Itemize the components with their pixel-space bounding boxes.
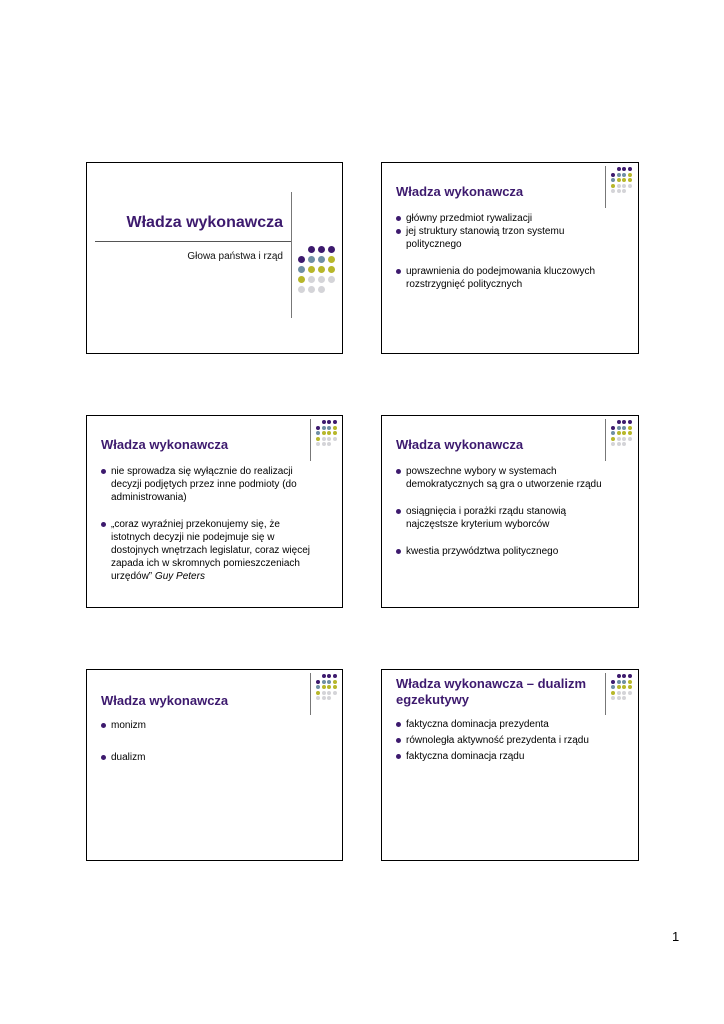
dot [628,437,632,441]
dot [611,184,615,188]
bullet-list [396,212,618,291]
list-item: osiągnięcia i porażki rządu stanowią najczęstsze kryterium wyborców [396,505,618,531]
list-item: jej struktury stanowią trzon systemu politycznego [396,225,618,251]
dot [622,189,626,193]
dot [622,184,626,188]
dot [611,685,615,689]
slide-title: Władza wykonawcza [396,437,524,452]
dot [318,266,325,273]
dot [622,173,626,177]
list-item: kwestia przywództwa politycznego [396,545,618,558]
dot [622,674,626,678]
dot [318,276,325,283]
dot [327,431,331,435]
dot [298,276,305,283]
vertical-divider [605,419,606,461]
dot [322,437,326,441]
dot [322,420,326,424]
dot [316,437,320,441]
dot [316,420,320,424]
dot [617,685,621,689]
dot [617,696,621,700]
dot [617,437,621,441]
dot [333,696,337,700]
list-item: dualizm [101,751,322,764]
dot [333,431,337,435]
dot [611,680,615,684]
slide-title: Władza wykonawcza [396,184,524,199]
dot [298,246,305,253]
dot [628,173,632,177]
dot [333,437,337,441]
dot [628,691,632,695]
dot [333,680,337,684]
dot [327,685,331,689]
dot [628,680,632,684]
dot-grid-decoration [316,420,337,446]
dot [328,286,335,293]
dot [611,167,615,171]
dot [617,178,621,182]
dot [327,674,331,678]
dot [308,286,315,293]
dot [316,691,320,695]
dot [628,442,632,446]
dot-grid-decoration [611,674,632,700]
dot [333,442,337,446]
dot [316,685,320,689]
slide-2 [381,162,639,354]
dot [316,442,320,446]
dot [622,431,626,435]
dot [611,189,615,193]
title-divider [95,241,291,242]
dot [617,173,621,177]
dot [622,685,626,689]
dot [611,442,615,446]
dot [617,691,621,695]
dot [622,420,626,424]
dot [622,691,626,695]
dot [316,426,320,430]
slide-title: Władza wykonawcza [126,214,283,231]
slide-4 [381,415,639,608]
dot [622,178,626,182]
dot [327,420,331,424]
slide-5 [86,669,343,861]
dot [322,674,326,678]
vertical-divider [310,673,311,715]
slide-title: Władza wykonawcza – dualizm egzekutywy [396,676,586,707]
dot [617,420,621,424]
dot [622,437,626,441]
slide-3 [86,415,343,608]
dot [316,696,320,700]
dot [318,286,325,293]
dot [308,266,315,273]
dot [333,420,337,424]
dot [611,173,615,177]
dot [298,256,305,263]
vertical-divider [605,166,606,208]
list-item: faktyczna dominacja rządu [396,750,618,763]
dot [316,431,320,435]
dot [322,696,326,700]
dot [617,189,621,193]
dot [628,167,632,171]
dot [617,442,621,446]
dot [611,431,615,435]
dot [333,426,337,430]
dot [617,184,621,188]
page-number: 1 [672,929,680,944]
dot-grid-decoration [611,420,632,446]
dot [611,696,615,700]
dot [327,442,331,446]
dot [298,266,305,273]
dot-grid-decoration [298,246,335,293]
dot [622,696,626,700]
bullet-list [396,718,618,763]
dot [617,167,621,171]
bullet-list [101,465,322,583]
dot-grid-decoration [316,674,337,700]
vertical-divider [310,419,311,461]
dot [611,691,615,695]
dot [328,256,335,263]
vertical-divider [605,673,606,715]
dot [333,685,337,689]
dot [628,420,632,424]
list-item: równoległa aktywność prezydenta i rządu [396,734,618,747]
dot [327,680,331,684]
dot [617,431,621,435]
list-item [101,518,322,583]
dot [333,674,337,678]
dot [322,691,326,695]
dot [328,276,335,283]
dot [327,691,331,695]
dot [622,442,626,446]
dot [322,431,326,435]
dot [327,437,331,441]
dot [617,680,621,684]
dot [611,674,615,678]
dot [322,426,326,430]
quote-author: Guy Peters [154,571,205,582]
dot [628,189,632,193]
dot [308,246,315,253]
vertical-divider [291,192,292,318]
slide-1 [86,162,343,354]
dot [322,685,326,689]
dot [622,680,626,684]
slide-6 [381,669,639,861]
dot [308,256,315,263]
list-item: faktyczna dominacja prezydenta [396,718,618,731]
dot-grid-decoration [611,167,632,193]
dot [327,426,331,430]
dot [628,426,632,430]
bullet-list [396,465,618,558]
dot [622,167,626,171]
dot [318,256,325,263]
dot [316,680,320,684]
dot [611,420,615,424]
list-item: nie sprowadza się wyłącznie do realizacji decyzji podjętych przez inne podmioty (do administrowania) [101,465,322,504]
dot [308,276,315,283]
bullet-list [101,719,322,764]
dot [628,431,632,435]
list-item: monizm [101,719,322,732]
dot [611,178,615,182]
dot [628,674,632,678]
slide-subtitle: Głowa państwa i rząd [187,251,283,262]
dot [327,696,331,700]
list-item: uprawnienia do podejmowania kluczowych rozstrzygnięć politycznych [396,265,618,291]
quote-text: „coraz wyraźniej przekonujemy się, że istotnych decyzji nie podejmuje się w dostojnych wnętrzach legislatur, coraz więcej zapada ich w skromnych pomieszczeniach urzędów” [111,519,310,582]
dot [316,674,320,678]
dot [318,246,325,253]
list-item: powszechne wybory w systemach demokratycznych są gra o utworzenie rządu [396,465,618,491]
dot [617,426,621,430]
list-item: główny przedmiot rywalizacji [396,212,618,225]
dot [328,266,335,273]
dot [628,178,632,182]
dot [333,691,337,695]
dot [628,685,632,689]
dot [611,426,615,430]
dot [322,680,326,684]
dot [322,442,326,446]
dot [617,674,621,678]
dot [622,426,626,430]
dot [628,184,632,188]
dot [611,437,615,441]
dot [298,286,305,293]
dot [628,696,632,700]
slide-title: Władza wykonawcza [101,437,229,452]
dot [328,246,335,253]
slide-title: Władza wykonawcza [101,693,229,708]
